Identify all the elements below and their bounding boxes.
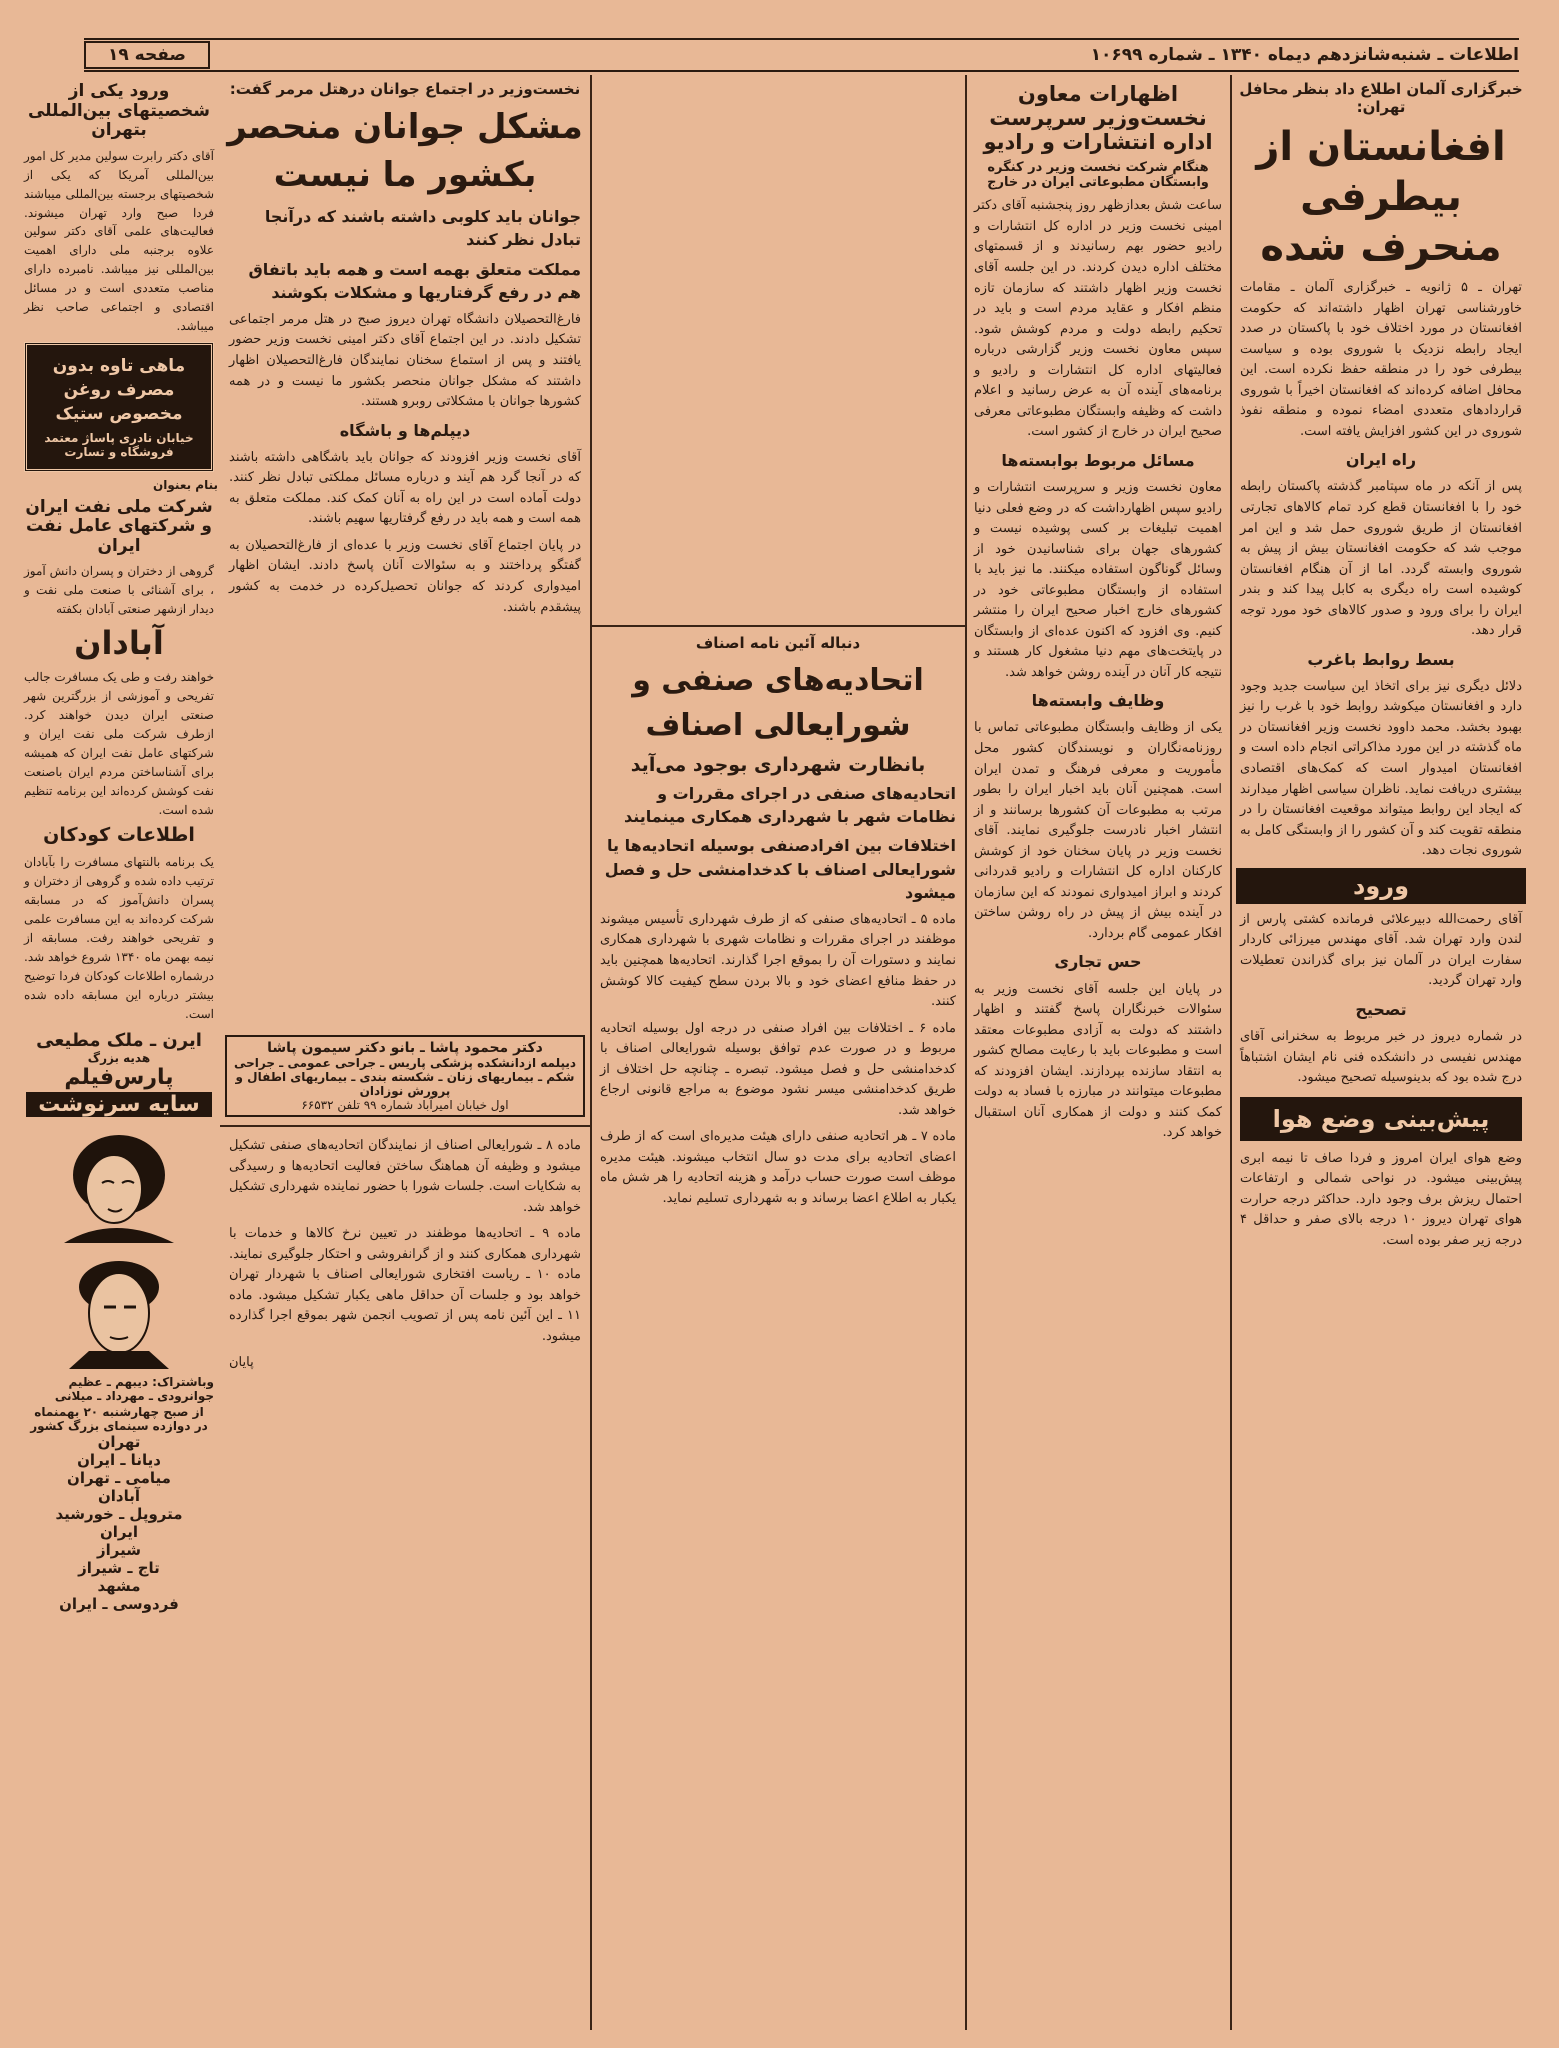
guilds-body-5: ماده ۹ ـ اتحادیه‌ها موظفند در تعیین نرخ کالاها و خدمات با شهرداری همکاری کنند و از گرانفروشی و احتکار جلوگیری نمایند. ماده ۱۰ ـ ریاست افتخاری شورایعالی اصناف با شهردار تهران خواهد بود و جلسات آن حداقل ماهی یکبار تشکیل میشود. ماده ۱۱ ـ این آئین نامه پس از تصویب انجمن شهر بموقع اجرا گذارده میشود. [229,1226,581,1344]
venue-9: فردوسی ـ ایران [59,1594,179,1613]
kids-headline: اطلاعات کودکان [43,824,195,847]
cinema-cast: وباشتراک: دیبهم ـ عظیم جوانرودی ـ مهرداد ـ میلانی [54,1374,214,1403]
cinema-date: از صبح چهارشنبه ۲۰ بهمنماه [34,1404,204,1419]
venue-6: شیراز [97,1540,141,1559]
cinema-title: سایه سرنوشت [26,1092,212,1117]
header-issue: اطلاعات ـ شنبه‌شانزدهم دیماه ۱۳۴۰ ـ شماره ۱۰۶۹۹ [1090,45,1519,65]
weather-body: وضع هوای ایران امروز و فردا صاف تا نیمه ابری پیش‌بینی میشود. در نواحی شمالی و ارتفاعات احتمال ریزش برف وجود دارد. حداکثر درجه حرارت هوای تهران دیروز ۱۰ درجه بالای صفر و حداقل ۴ درجه زیر صفر بوده است. [1240,1150,1522,1248]
press-sub-duties: وظایف وابسته‌ها [1031,691,1165,711]
arrival-banner: ورود [1236,868,1526,904]
oil-notice-tag: بنام بعنوان [153,477,218,492]
press-body-4: در پایان این جلسه آقای نخست وزیر به سئوالات خبرنگاران پاسخ گفتند و اظهار داشتند که دولت به آزادی مطبوعات معتقد است و مطبوعات باید با رعایت مصالح کشور به انتقاد سازنده بپردازند. ایشان افزودند که مطبوعات میتوانند در مبارزه با فساد به دولت کمک کنند و دولت از همکاری آنان استقبال خواهد کرد. [974,981,1222,1141]
guilds-kicker: دنباله آئین نامه اصناف [695,634,861,652]
youth-body-3: در پایان اجتماع آقای نخست وزیر با عده‌ای از فارغ‌التحصیلان به گفتگو پرداختند و به سئوالات آنان پاسخ دادند. ایشان اظهار امیدواری کردند که جوانان تحصیل‌کرده در خدمت به کشور پیشقدم باشند. [229,537,581,615]
oil-notice-body-2: خواهند رفت و طی یک مسافرت جالب تفریحی و آموزشی از بزرگترین شهر صنعتی ایران دیدن خواهند کرد. ازطرف شرکت ملی نفت ایران و شرکتهای عامل نفت ایران که همیشه برای آشناساختن مردم ایران باصنعت نفت کوشش کرده‌اند این برنامه تنظیم شده است. [24,669,214,817]
guilds-body-3: ماده ۷ ـ هر اتحادیه صنفی دارای هیئت مدیره‌ای است که از طرف اعضای اتحادیه برای مدت دو سال انتخاب میشوند. هیئت مدیره موظف است صورت حساب درآمد و هزینه اتحادیه را هر شش ماه یکبار به اطلاع اعضا برساند و به شهرداری تسلیم نماید. [600,1129,956,1206]
guilds-footer: پایان [229,1355,254,1371]
cinema-stars: ایرن ـ ملک مطیعی [36,1029,202,1051]
guilds-bullet-1: اتحادیه‌های صنفی در اجرای مقررات و نظامات شهر با شهرداری همکاری مینمایند [623,784,956,827]
youth-sub-club: دیپلم‌ها و باشگاه [339,420,471,440]
afghan-kicker: خبرگزاری آلمان اطلاع داد بنظر محافل تهران: [1239,80,1523,116]
afghan-body-1: تهران ـ ۵ ژانویه ـ خبرگزاری آلمان ـ مقامات خاورشناسی تهران اظهار داشته‌اند که حکومت افغانستان در مورد اختلاف خود با پاکستان در صدد ایجاد رابطه نزدیک با شوروی بوده و سیاست بیطرفی خود را در منطقه حفظ نکرده است. این محافل اضافه کرده‌اند که افغانستان اخیراً با شوروی قراردادهای متعددی امضاء نموده و منطقه نفوذ شوروی در این کشور افزایش یافته است. [1240,280,1523,439]
doctor-ad [225,1035,585,1120]
correction-head: تصحیح [1355,999,1407,1019]
header-page-number: صفحه ۱۹ [84,41,210,69]
venue-2: میامی ـ تهران [67,1468,171,1487]
doctor-ad-body: دیپلمه ازدانشکده پزشکی پاریس ـ جراحی عمومی ـ جراحی شکم ـ بیماریهای زنان ـ شکسته بندی ـ بیماریهای اطفال و پرورش نوزادان [233,1056,577,1098]
press-body-2: معاون نخست وزیر و سرپرست انتشارات و رادیو سپس اظهارداشت که در وضع فعلی دنیا اهمیت تبلیغات بر کسی پوشیده نیست و کشورهای جهان برای شناسانیدن خود از وسائل گوناگون استفاده میکنند. ما نیز باید با استفاده از وابستگان مطبوعاتی خود در کشورهای خارج اخبار صحیح ایران را منتشر کنیم. وی افزود که اکنون عده‌ای از وابستگان در پایتخت‌های مهم دنیا مشغول کار هستند و نتیجه کار آنان در آینده روشن خواهد شد. [974,479,1222,680]
arrival-body: آقای رحمت‌الله دبیرعلائی فرمانده کشتی پارس از لندن وارد تهران شد. آقای مهندس میرزائی کاردار سفارت ایران در آلمان نیز برای گذراندن تعطیلات وارد تهران گردید. [1240,911,1522,989]
visitor-headline: ورود یکی از شخصیتهای بین‌المللی بتهران [27,81,210,141]
guilds-body-4: ماده ۸ ـ شورایعالی اصناف از نمایندگان اتحادیه‌های صنفی تشکیل میشود و وظیفه آن هماهنگ ساختن فعالیت اتحادیه‌ها و رسیدگی به شکایات است. جلسات شورا با حضور نماینده شهرداری تشکیل خواهد شد. [229,1138,581,1215]
actress-portrait-illustration [44,1123,194,1243]
guilds-headline: اتحادیه‌های صنفی و شورایعالی اصناف [632,663,924,743]
youth-headline: مشکل جوانان منحصر بکشور ما نیست [227,107,583,195]
guilds-bullet-2: اختلافات بین افرادصنفی بوسیله اتحادیه‌ها یا شورایعالی اصناف با کدخدامنشی حل و فصل میشود [604,836,956,902]
venue-4: متروپل ـ خورشید [55,1504,183,1523]
press-body-3: یکی از وظایف وابستگان مطبوعاتی تماس با روزنامه‌نگاران و نویسندگان کشور محل مأموریت و معرفی فرهنگ و تمدن ایران است. همچنین آنان باید اخبار ایران را بطور مرتب به مطبوعات آن کشورها برسانند و از انتشار اخبار نادرست جلوگیری نمایند. آقای نخست وزیر در پایان سخنان خود از کوشش کارکنان اداره کل انتشارات و رادیو قدردانی کردند و ابراز امیدواری نمودند که این سازمان در آینده بیش از پیش در راه روشن ساختن افکار عمومی گام بردارد. [974,720,1222,941]
column-left [20,76,218,2036]
frypan-ad-address: خیابان نادری پاساژ معتمد فروشگاه و تسارت [44,430,194,459]
column-guilds-continued [225,1130,585,2030]
venue-5: ایران [99,1522,139,1541]
column-afghanistan [1236,76,1526,2036]
afghan-sub-west: بسط روابط باغرب [1307,649,1455,669]
afghan-body-3: دلائل دیگری نیز برای اتخاذ این سیاست جدید وجود دارد و افغانستان میکوشد روابط خود با غرب را نیز بهبود بخشد. محمد داوود نخست وزیر افغانستان در ماه گذشته در این مورد مذاکراتی انجام داده است و افغانستان امیدوار است که کمک‌های اقتصادی بیشتری دریافت نماید. ناظران سیاسی اظهار میدارند که ایجاد این روابط میتواند موقعیت افغانستان را در منطقه تقویت کند و آن کشور را از وابستگی کامل به شوروی نجات دهد. [1240,678,1522,859]
press-headline: اظهارات معاون نخست‌وزیر سرپرست اداره انتشارات و رادیو [983,82,1213,155]
press-sub-related: مسائل مربوط بوابسته‌ها [1001,450,1195,470]
page-header [84,38,1519,72]
afghan-body-2: پس از آنکه در ماه سپتامبر گذشته پاکستان رابطه خود را با افغانستان قطع کرد تمام کالاهای تجارتی افغانستان از طریق شوروی حمل شد و این امر موجب شد که حکومت افغانستان بیش از پیش به شوروی وابسته گردد. اما از آن هنگام افغانستان کوشیده است راه دیگری به کابل پیدا کند و بندر ایران را برای ورود و صدور کالاهای خود مورد توجه قرار دهد. [1240,479,1522,639]
frypan-ad [24,342,214,471]
weather-box: پیش‌بینی وضع هوا [1240,1097,1522,1141]
youth-kicker: نخست‌وزیر در اجتماع جوانان درهتل مرمر گفت: [229,80,581,98]
column-press-attache [970,76,1226,2036]
oil-notice-city: آبادان [74,624,164,663]
column-youth [225,76,585,1121]
youth-bullet-2: مملکت متعلق بهمه است و همه باید باتفاق هم در رفع گرفتاریها و مشکلات بکوشند [248,259,581,302]
doctor-ad-names: دکتر محمود پاشا ـ بانو دکتر سیمون پاشا [267,1040,543,1056]
press-body-1: ساعت شش بعدازظهر روز پنجشنبه آقای دکتر امینی نخست وزیر در اداره کل انتشارات و رادیو حضور بهم رسانیدند و از قسمتهای مختلف اداره دیدن کردند. در اين جلسه آقای نخست وزیر اظهار داشتند که سازمان تازه منظم افکار و عقاید مردم است و باید در تحکیم رابطه دولت و مردم کوشش شود. سپس معاون نخست وزیر گزارشی درباره فعالیتهای اداره کل انتشارات و رادیو و برنامه‌های آینده آن به عرض رسانید و اعلام داشت که وظیفه وابستگان مطبوعاتی معرفی صحیح ایران در خارج از کشور است. [974,198,1222,440]
youth-body-2: آقای نخست وزیر افزودند که جوانان باید باشگاهی داشته باشند که در آنجا گرد هم آیند و درباره مسائل مملکتی تبادل نظر کنند. دولت آماده است در این راه به آنان کمک کند. مملکت متعلق به همه است و همه باید در رفع گرفتاریها سهیم باشند. [229,449,581,527]
venue-3: آبادان [97,1486,141,1505]
cinema-note: در دوازده سینمای بزرگ کشور [30,1418,208,1433]
guilds-body-2: ماده ۶ ـ اختلافات بین افراد صنفی در درجه اول بوسیله اتحادیه مربوط و در صورت عدم توافق بوسیله شورایعالی اصناف با کدخدامنشی حل و فصل میشود. تبصره ـ چنانچه حل اختلاف از طریق کدخدامنشی میسر نشود موضوع به مراجع قانونی ارجاع خواهد شد. [600,1020,956,1118]
press-kicker: هنگام شرکت نخست وزیر در کنگره وابستگان مطبوعاتی ایران در خارج [987,160,1209,191]
venue-8: مشهد [97,1576,141,1595]
afghan-sub-iran: راه ایران [1345,450,1417,470]
doctor-ad-address: اول خیابان امیرآباد شماره ۹۹ تلفن ۶۶۵۳۲ [301,1098,509,1112]
visitor-body: آقای دکتر رابرت سولین مدیر کل امور بین‌المللی آمریکا که یکی از شخصیتهای برجسته بین‌المللی میباشند فردا صبح وارد تهران میشوند. فعالیت‌های علمی آقای دکتر سولین علاوه برجنبه ملی دارای اهمیت بین‌المللی نیز میباشد. نامبرده دارای مناصب متعددی است و در مسائل اقتصادی و اجتماعی صاحب نظر میباشد. [24,148,214,334]
youth-bullet-1: جوانان باید کلوبی داشته باشند که درآنجا تبادل نظر کنند [264,207,581,250]
youth-body-1: فارغ‌التحصیلان دانشگاه تهران دیروز صبح در هتل مرمر اجتماعی تشکیل دادند. در این اجتماع آقای دکتر امینی نخست وزیر حضور یافتند و پس از استماع سخنان نمایندگان فارغ‌التحصیلان اظهار داشتند که مشکل جوانان منحصر بکشور ما نیست و در همه کشورها جوانان با مشکلاتی روبرو هستند. [229,311,581,410]
actor-portrait-illustration [44,1249,194,1369]
venue-0: تهران [97,1432,141,1451]
cinema-gift: هدیه بزرگ [87,1050,151,1065]
venue-7: تاج ـ شیراز [78,1558,160,1577]
oil-notice-body-1: گروهی از دختران و پسران دانش آموز ، برای آشنائی با صنعت ملی نفت و دیدار ازشهر صنعتی آبادان بکفته [24,564,214,617]
kids-body: یک برنامه بالنتهای مسافرت را بآبادان ترتیب داده شده و گروهی از دختران و پسران دانش‌آموز که در مسابقه شرکت کرده‌اند به این مسافرت علمی و تفریحی خواهند رفت. مسابقه از نیمه بهمن ماه ۱۳۴۰ شروع خواهد شد. درشماره اطلاعات کودکان فردا توضیح بیشتر درباره این مسابقه داده شده است. [24,855,215,1021]
oil-notice-headline: شرکت ملی نفت ایران و شرکتهای عامل نفت ایران [25,496,213,556]
frypan-ad-title: ماهی تاوه بدون مصرف روغن مخصوص ستیک [52,356,186,424]
venue-1: دیانا ـ ایران [77,1450,161,1469]
guilds-deck: بانظارت شهرداری بوجود می‌آید [630,754,926,776]
cinema-ad [20,1030,218,1613]
press-sub-freedom: حس تجاری [1054,952,1142,972]
column-guilds [596,630,960,2030]
correction-body: در شماره دیروز در خبر مربوط به سخنرانی آقای مهندس نفیسی در دانشکده فنی نام ایشان اشتباهاً درج شده بود که بدینوسیله تصحیح میشود. [1240,1028,1522,1086]
afghan-headline: افغانستان از بیطرفی منحرف شده [1256,124,1506,270]
guilds-body-1: ماده ۵ ـ اتحادیه‌های صنفی که از طرف شهرداری تأسیس میشوند موظفند در اجرای مقررات و نظامات شهری با شهرداری همکاری نمایند و دستورات آن را بموقع اجرا گذارند. اتحادیه‌ها همچنین باید در حفظ منافع اعضای خود و بالا بردن سطح کیفیت کالا کوشش کنند. [600,911,956,1010]
cinema-brand: پارس‌فیلم [64,1064,174,1090]
